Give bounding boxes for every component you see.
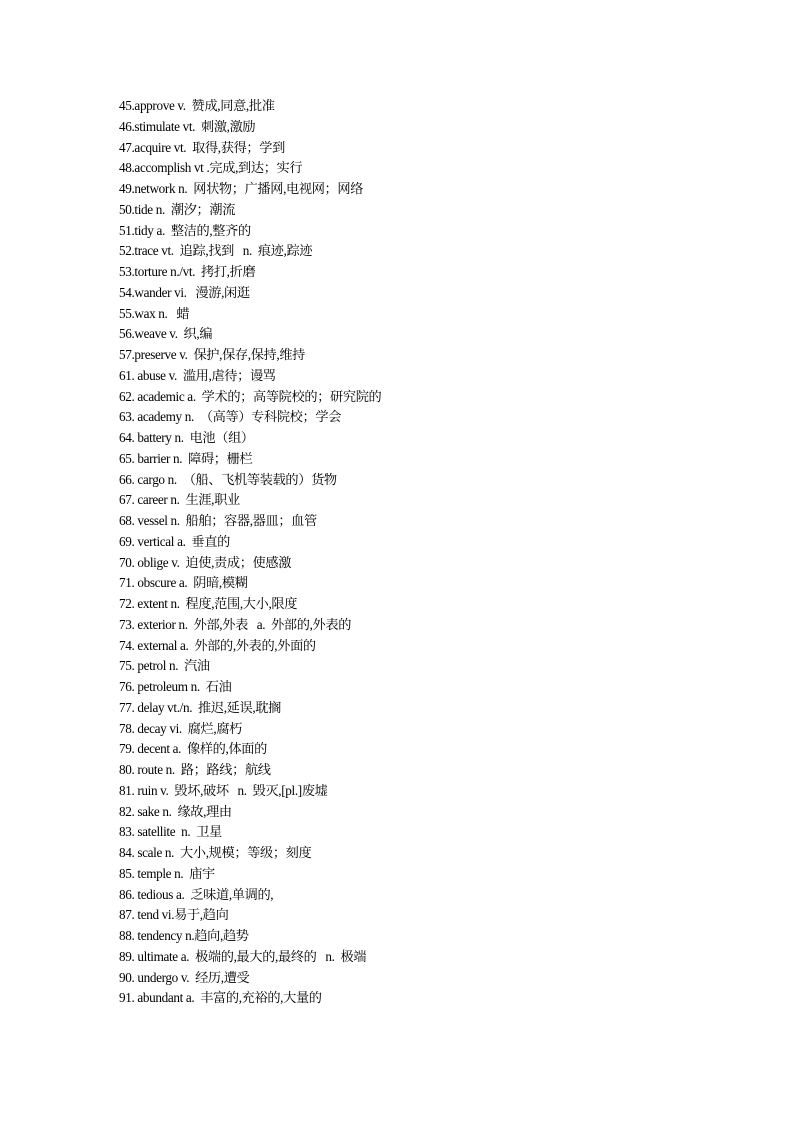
vocabulary-entry: 62. academic a. 学术的；高等院校的；研究院的 [119, 388, 382, 404]
vocabulary-entry: 85. temple n. 庙宇 [119, 865, 215, 881]
vocabulary-entry: 87. tend vi.易于,趋向 [119, 907, 229, 923]
vocabulary-entry: 66. cargo n. （船、飞机等装载的）货物 [119, 471, 337, 487]
vocabulary-entry: 49.network n. 网状物；广播网,电视网；网络 [119, 181, 364, 196]
vocabulary-entry: 47.acquire vt. 取得,获得；学到 [119, 139, 285, 155]
vocabulary-entry: 65. barrier n. 障碍；栅栏 [119, 450, 253, 466]
vocabulary-entry: 57.preserve v. 保护,保存,保持,维持 [119, 347, 306, 362]
vocabulary-entry: 55.wax n. 蜡 [119, 305, 190, 321]
vocabulary-entry: 73. exterior n. 外部,外表 a. 外部的,外表的 [119, 616, 352, 632]
vocabulary-entry: 80. route n. 路；路线；航线 [119, 762, 271, 777]
vocabulary-entry: 52.trace vt. 追踪,找到 n. 痕迹,踪迹 [119, 243, 313, 259]
vocabulary-entry: 68. vessel n. 船舶；容器,器皿；血管 [119, 513, 317, 528]
vocabulary-entry: 48.accomplish vt .完成,到达；实行 [119, 160, 303, 176]
vocabulary-entry: 76. petroleum n. 石油 [119, 679, 232, 694]
vocabulary-entry: 74. external a. 外部的,外表的,外面的 [119, 637, 316, 653]
vocabulary-entry: 53.torture n./vt. 拷打,折磨 [119, 264, 256, 279]
vocabulary-entry: 72. extent n. 程度,范围,大小,限度 [119, 596, 298, 611]
vocabulary-entry: 89. ultimate a. 极端的,最大的,最终的 n. 极端 [119, 948, 367, 964]
vocabulary-entry: 82. sake n. 缘故,理由 [119, 803, 232, 819]
vocabulary-entry: 51.tidy a. 整洁的,整齐的 [119, 222, 251, 238]
vocabulary-entry: 78. decay vi. 腐烂,腐朽 [119, 720, 243, 736]
vocabulary-entry: 81. ruin v. 毁坏,破坏 n. 毁灭,[pl.]废墟 [119, 782, 328, 798]
vocabulary-entry: 77. delay vt./n. 推迟,延误,耽搁 [119, 699, 281, 715]
vocabulary-entry: 64. battery n. 电池（组） [119, 430, 254, 445]
vocabulary-entry: 50.tide n. 潮汐；潮流 [119, 201, 236, 217]
vocabulary-list [119, 96, 381, 1009]
vocabulary-entry: 75. petrol n. 汽油 [119, 658, 210, 674]
vocabulary-entry: 70. oblige v. 迫使,责成；使感激 [119, 554, 292, 570]
vocabulary-entry: 56.weave v. 织,编 [119, 326, 213, 342]
vocabulary-entry: 46.stimulate vt. 刺激,激励 [119, 118, 256, 134]
vocabulary-entry: 79. decent a. 像样的,体面的 [119, 741, 267, 757]
vocabulary-entry: 84. scale n. 大小,规模；等级；刻度 [119, 845, 312, 860]
vocabulary-entry: 67. career n. 生涯,职业 [119, 492, 240, 508]
vocabulary-entry: 83. satellite n. 卫星 [119, 824, 222, 840]
vocabulary-entry: 69. vertical a. 垂直的 [119, 533, 230, 549]
vocabulary-entry: 91. abundant a. 丰富的,充裕的,大量的 [119, 990, 322, 1006]
vocabulary-entry: 54.wander vi. 漫游,闲逛 [119, 284, 250, 300]
vocabulary-entry: 63. academy n. （高等）专科院校；学会 [119, 409, 342, 425]
vocabulary-entry: 71. obscure a. 阴暗,模糊 [119, 575, 248, 591]
vocabulary-entry: 86. tedious a. 乏味道,单调的, [119, 886, 274, 902]
vocabulary-entry: 88. tendency n.趋向,趋势 [119, 928, 249, 943]
vocabulary-entry: 45.approve v. 赞成,同意,批准 [119, 98, 275, 113]
vocabulary-entry: 61. abuse v. 滥用,虐待；谩骂 [119, 367, 276, 383]
vocabulary-entry: 90. undergo v. 经历,遭受 [119, 969, 250, 985]
